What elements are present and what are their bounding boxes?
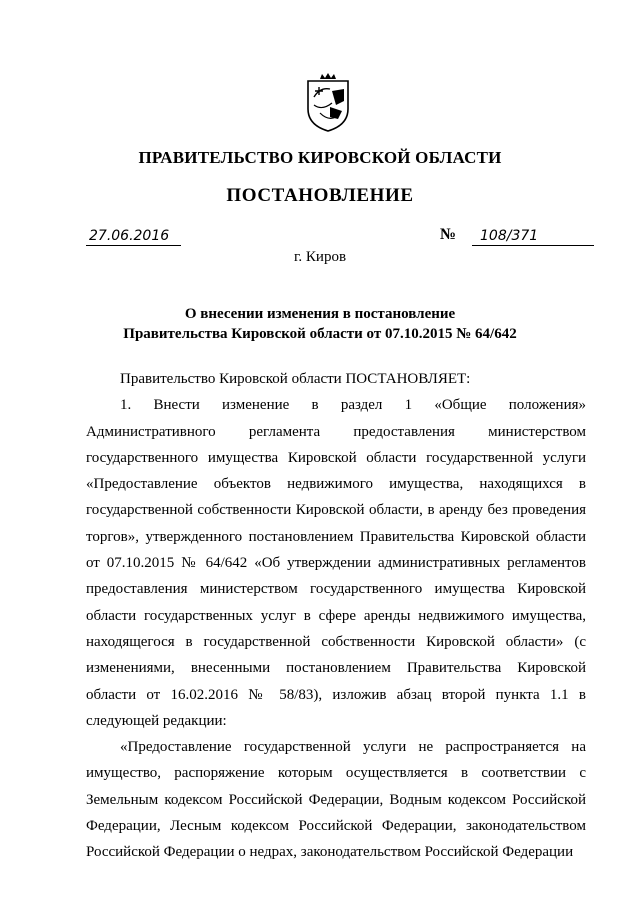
subject-line-1: О внесении изменения в постановление bbox=[184, 306, 456, 322]
document-body bbox=[86, 366, 586, 866]
document-city: г. Киров bbox=[293, 249, 347, 265]
number-sign: № bbox=[440, 226, 457, 243]
government-title: ПРАВИТЕЛЬСТВО КИРОВСКОЙ ОБЛАСТИ bbox=[138, 148, 502, 167]
item-1-paragraph: 1. Внести изменение в раздел 1 «Общие положения» Административного регламента предоставления министерством государственного имущества Кировской области государственной услуги «Предоставление объектов недвижимого имущества, находящихся в государственной собственности Кировской области, в аренду без проведения торгов», утвержденного постановлением Правительства Кировской области от 07.10.2015 № 64/642 «Об утверждении административных регламентов предоставления министерством государственного имущества Кировской области государственных услуг в сфере аренды недвижимого имущества, находящегося в государственной собственности Кировской области» (с изменениями, внесенными постановлением Правительства Кировской области от 16.02.2016 № 58/83), изложив абзац второй пункта 1.1 в следующей редакции: bbox=[86, 397, 586, 729]
quote-paragraph: «Предоставление государственной услуги не распространяется на имущество, распоряжение которым осуществляется в соответствии с Земельным кодексом Российской Федерации, Водным кодексом Российской Федерации, Лесным кодексом Российской Федерации, законодательством Российской Федерации о недрах, законодательством Российской Федерации bbox=[86, 739, 586, 861]
intro-paragraph: Правительство Кировской области ПОСТАНОВЛЯЕТ: bbox=[120, 371, 471, 387]
subject-line-2: Правительства Кировской области от 07.10.2015 № 64/642 bbox=[123, 326, 517, 342]
document-type: ПОСТАНОВЛЕНИЕ bbox=[226, 185, 414, 206]
document-date: 27.06.2016 bbox=[86, 228, 181, 246]
document-number: 108/371 bbox=[472, 228, 594, 246]
document-subject bbox=[0, 304, 640, 344]
kirov-coat-of-arms-icon bbox=[302, 73, 354, 133]
